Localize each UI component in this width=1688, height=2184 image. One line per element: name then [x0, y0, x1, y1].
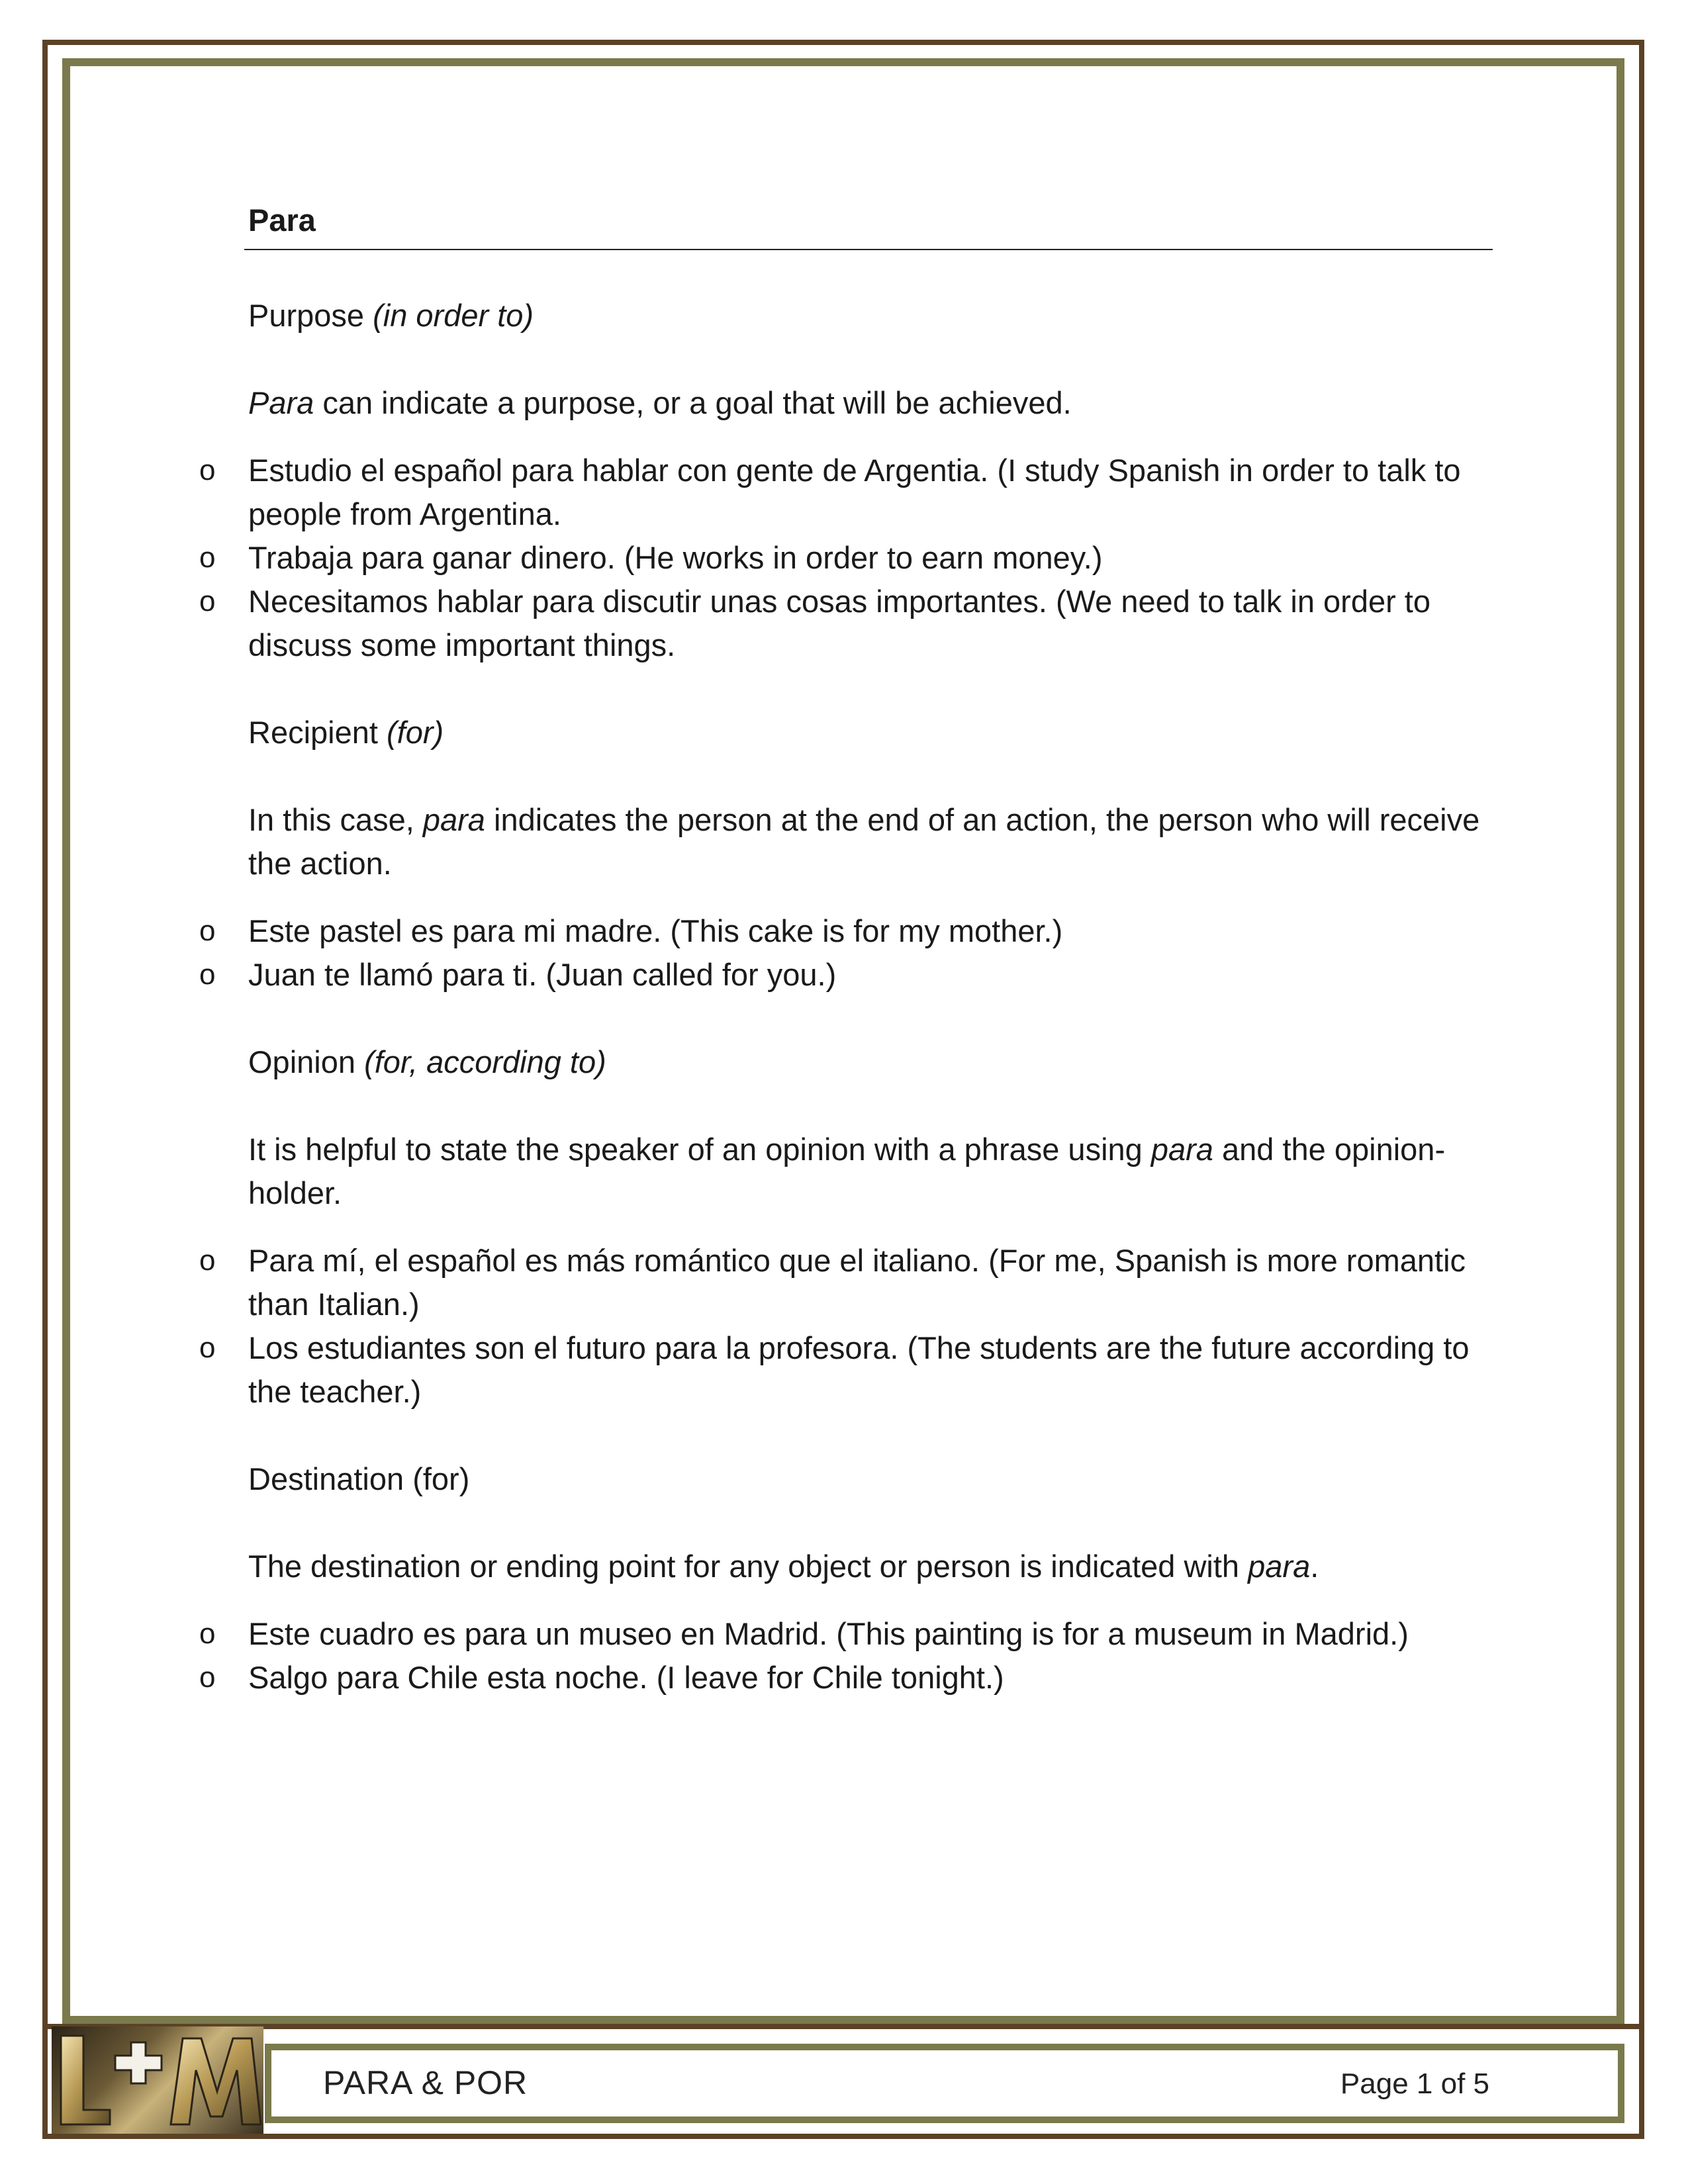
example-text: Trabaja para ganar dinero. (He works in order to earn money.) [248, 540, 1103, 575]
desc-text: The destination or ending point for any object or person is indicated with [248, 1549, 1248, 1584]
page-heading: Para [244, 199, 1493, 250]
logo-mark-icon [52, 2026, 263, 2134]
example-text: Juan te llamó para ti. (Juan called for you.) [248, 957, 837, 992]
section-desc-purpose [248, 381, 1493, 425]
list-item [199, 1656, 1493, 1700]
desc-text: It is helpful to state the speaker of an opinion with a phrase using [248, 1132, 1151, 1167]
section-title-opinion [248, 1040, 1493, 1084]
example-list-opinion [199, 1239, 1493, 1414]
section-title-gloss: (for, according to) [364, 1044, 606, 1079]
section-title-text: Purpose [248, 298, 373, 333]
document-body [199, 199, 1493, 1700]
example-text: Necesitamos hablar para discutir unas cosas importantes. (We need to talk in order to discuss some important things. [248, 584, 1430, 662]
example-text: Salgo para Chile esta noche. (I leave for Chile tonight.) [248, 1660, 1004, 1695]
section-desc-destination [248, 1545, 1493, 1588]
footer-document-title: PARA & POR [323, 2064, 528, 2101]
section-title-destination [248, 1457, 1493, 1501]
desc-italic: para [1150, 1132, 1213, 1167]
desc-text: In this case, [248, 802, 423, 837]
footer-page-number: Page 1 of 5 [1340, 2068, 1489, 2100]
section-title-text: Destination (for) [248, 1461, 470, 1496]
bullet-icon: o [199, 958, 216, 991]
example-list-purpose [199, 449, 1493, 667]
bullet-icon: o [199, 454, 216, 486]
bullet-icon: o [199, 585, 216, 617]
example-list-recipient [199, 909, 1493, 997]
section-desc-recipient [248, 798, 1493, 886]
example-text: Este pastel es para mi madre. (This cake is for my mother.) [248, 913, 1063, 948]
bullet-icon: o [199, 1617, 216, 1650]
list-item [199, 1612, 1493, 1656]
example-text: Estudio el español para hablar con gente de Argentia. (I study Spanish in order to talk to people from Argentina. [248, 453, 1461, 531]
bullet-icon: o [199, 541, 216, 574]
bullet-icon: o [199, 1244, 216, 1277]
section-title-purpose [248, 294, 1493, 338]
list-item [199, 909, 1493, 953]
example-text: Este cuadro es para un museo en Madrid. (This painting is for a museum in Madrid.) [248, 1616, 1409, 1651]
example-list-destination [199, 1612, 1493, 1700]
section-desc-opinion [248, 1128, 1493, 1215]
section-title-text: Recipient [248, 715, 387, 750]
desc-text: can indicate a purpose, or a goal that will be achieved. [314, 385, 1072, 420]
list-item [199, 449, 1493, 536]
section-title-gloss: (for) [387, 715, 444, 750]
list-item [199, 1326, 1493, 1414]
desc-text: and the opinion-holder. [248, 1132, 1446, 1210]
desc-italic: para [422, 802, 485, 837]
bullet-icon: o [199, 915, 216, 947]
list-item [199, 953, 1493, 997]
list-item [199, 1239, 1493, 1326]
desc-italic: para [1248, 1549, 1311, 1584]
bullet-icon: o [199, 1661, 216, 1694]
bullet-icon: o [199, 1332, 216, 1364]
example-text: Para mí, el español es más romántico que el italiano. (For me, Spanish is more romantic than Italian.) [248, 1243, 1466, 1322]
desc-text: indicates the person at the end of an action, the person who will receive the action. [248, 802, 1480, 881]
section-title-gloss: (in order to) [373, 298, 534, 333]
brand-logo [52, 2026, 263, 2134]
list-item [199, 580, 1493, 667]
example-text: Los estudiantes son el futuro para la profesora. (The students are the future according to the teacher.) [248, 1330, 1470, 1409]
section-title-recipient [248, 711, 1493, 754]
desc-text: . [1310, 1549, 1319, 1584]
desc-italic: Para [248, 385, 314, 420]
list-item [199, 536, 1493, 580]
section-title-text: Opinion [248, 1044, 365, 1079]
